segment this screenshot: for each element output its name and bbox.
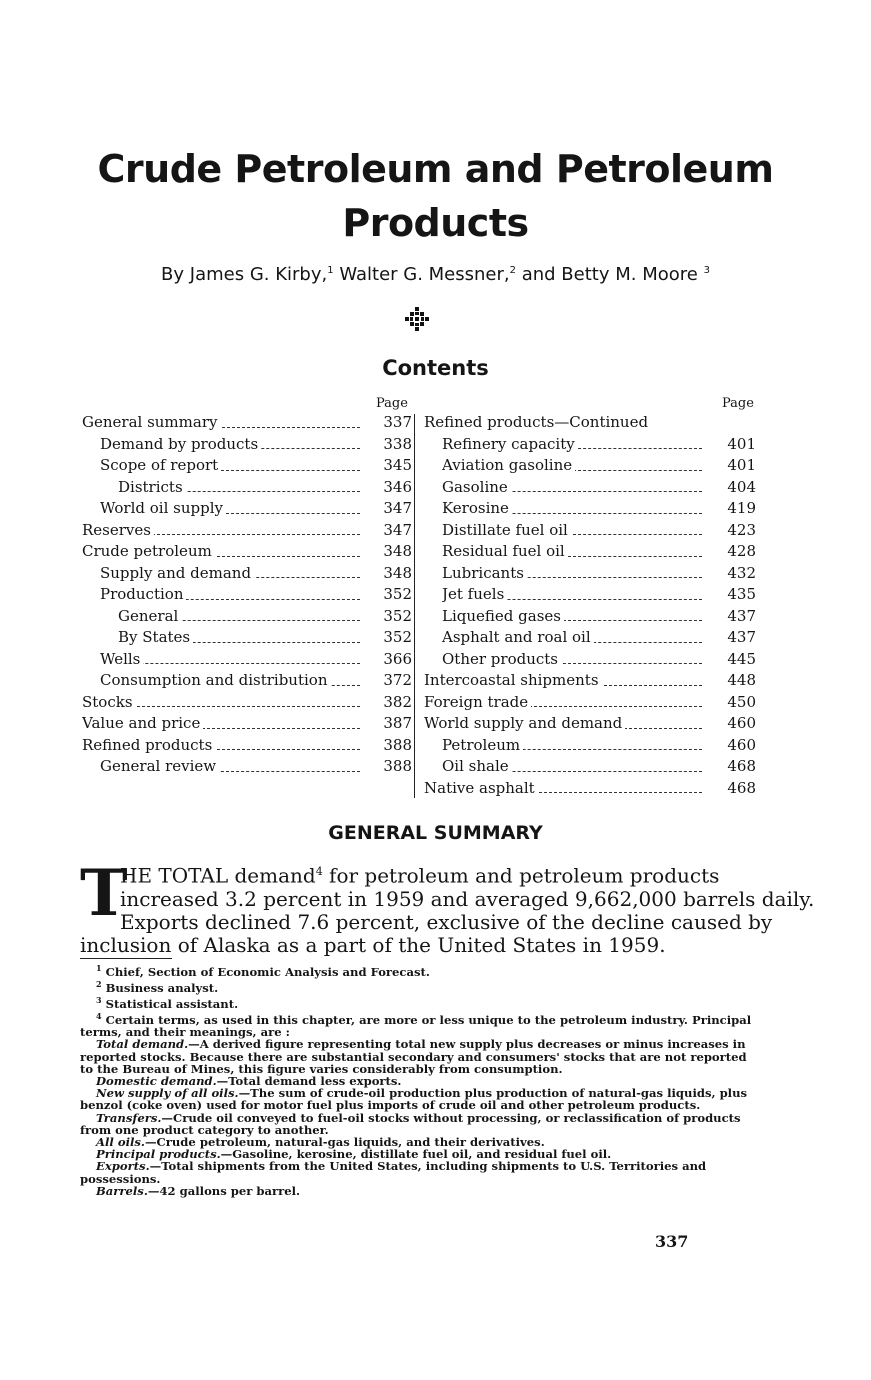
footnote-text: —A derived figure representing total new supply plus decreases or minus increases in reported stocks. Because there are substantial secondary and consumers' stocks that are not reported to the Bureau of Mines, this figure varies considerably from consumption. (80, 1037, 747, 1076)
toc-entry (424, 520, 760, 542)
ornament-icon (405, 307, 429, 331)
footnote-text: —Total demand less exports. (216, 1074, 402, 1089)
byline-prefix: By (161, 264, 190, 285)
toc-entry-text: Asphalt and roal oil (442, 628, 594, 646)
toc-entry-label (118, 477, 360, 499)
toc-entry-text: World supply and demand (424, 714, 625, 732)
footnote-text: —The sum of crude-oil production plus production of natural-gas liquids, plus benzol (coke oven) used for motor fuel plus imports of crude oil and other petroleum products. (80, 1086, 748, 1113)
toc-entry-page: 352 (383, 585, 412, 603)
toc-entry-label (442, 627, 702, 649)
footnote-text: —Crude oil conveyed to fuel-oil stocks without processing, or reclassification of products from one product category to another. (80, 1110, 741, 1137)
body-line-3: Exports declined 7.6 percent, exclusive of the decline caused by (120, 909, 773, 934)
toc-entry (82, 606, 412, 628)
toc-entry (82, 735, 412, 757)
toc-entry-page: 382 (383, 692, 412, 711)
footnote (80, 978, 756, 994)
toc-entry-text: Value and price (82, 714, 203, 732)
toc-entry-text: Consumption and distribution (100, 671, 330, 689)
toc-entry (82, 670, 412, 692)
footnote-term: New supply of all oils. (96, 1086, 239, 1101)
body-line-2: increased 3.2 percent in 1959 and averaged 9,662,000 barrels daily. (120, 886, 815, 911)
toc-entry-text: Kerosine (442, 499, 512, 517)
toc-entry-label (442, 584, 702, 606)
title-line-2: Products (342, 201, 529, 245)
toc-entry-label (424, 778, 702, 800)
toc-entry-page: 347 (383, 499, 412, 517)
toc-entry-page: 435 (727, 585, 756, 603)
footnote-text: —Gasoline, kerosine, distillate fuel oil, and residual fuel oil. (220, 1147, 612, 1162)
toc-entry-label (100, 434, 360, 456)
toc-entry (424, 692, 760, 714)
toc-entry (82, 563, 412, 585)
toc-entry-text: General review (100, 757, 219, 775)
page-column-label-right: Page (722, 396, 754, 411)
toc-entry-page: 404 (727, 477, 756, 496)
toc-entry-page: 352 (383, 628, 412, 646)
title-line-1: Crude Petroleum and Petroleum (97, 147, 774, 191)
toc-entry-page: 401 (727, 434, 756, 453)
toc-entry (424, 778, 760, 800)
toc-entry-label (442, 434, 702, 456)
toc-entry-page: 445 (727, 649, 756, 668)
toc-entry (82, 649, 412, 671)
toc-entry-page: 401 (727, 456, 756, 474)
toc-entry-page: 346 (383, 477, 412, 496)
toc-entry-page: 468 (727, 778, 756, 797)
toc-entry-text: Crude petroleum (82, 542, 215, 560)
toc-entry-label (442, 756, 702, 778)
toc-entry-page: 419 (727, 499, 756, 517)
toc-entry-label (82, 713, 360, 735)
toc-entry-text: General summary (82, 413, 220, 431)
toc-entry (82, 713, 412, 735)
footnote-ref-3: 3 (703, 265, 710, 276)
toc-entry-page: 432 (727, 563, 756, 582)
body-line-4: inclusion of Alaska as a part of the United States in 1959. (80, 932, 666, 957)
footnote (80, 1160, 756, 1184)
footnote-term: Barrels. (96, 1183, 148, 1198)
toc-entry-label (82, 412, 360, 434)
toc-entry-text: Supply and demand (100, 564, 254, 582)
toc-entry-text: Intercoastal shipments (424, 671, 602, 689)
toc-entry (82, 541, 412, 563)
footnote-number: 3 (96, 995, 102, 1006)
toc-entry (424, 735, 760, 757)
toc-entry-label (424, 713, 702, 735)
toc-entry-label (118, 606, 360, 628)
footnote-text: Chief, Section of Economic Analysis and Forecast. (105, 964, 430, 979)
toc-entry-text: Lubricants (442, 564, 527, 582)
toc-entry-text: Refinery capacity (442, 435, 578, 453)
toc-entry (82, 627, 412, 649)
footnote-term: Transfers. (96, 1110, 162, 1125)
toc-entry-page: 345 (383, 456, 412, 474)
toc-entry-text: Other products (442, 650, 561, 668)
toc-entry-label (424, 692, 702, 714)
footnote-term: Principal products. (96, 1147, 221, 1162)
toc-entry-label (100, 649, 360, 671)
toc-entry-label (100, 670, 360, 692)
toc-entry (424, 606, 760, 628)
drop-cap: T (80, 856, 128, 931)
byline (0, 264, 871, 285)
footnote-ref-4: 4 (315, 865, 323, 878)
toc-entry-text: Liquefied gases (442, 607, 564, 625)
toc-entry-page: 388 (383, 735, 412, 754)
body-paragraph (80, 856, 815, 957)
toc-entry (82, 584, 412, 606)
toc-entry-page: 460 (727, 735, 756, 754)
toc-entry-page: 338 (383, 434, 412, 453)
toc-entry-text: Refined products (82, 736, 215, 754)
toc-entry-page: 348 (383, 542, 412, 560)
toc-entry-label (82, 520, 360, 542)
footnote (80, 1010, 756, 1038)
footnote (80, 1112, 756, 1136)
toc-entry (424, 563, 760, 585)
toc-entry-text: Petroleum (442, 736, 523, 754)
toc-entry-label (100, 455, 360, 477)
toc-entry-label (442, 498, 702, 520)
toc-entry (424, 455, 760, 477)
footnote-ref-2: 2 (509, 265, 516, 276)
footnote (80, 1087, 756, 1111)
toc-entry (82, 412, 412, 434)
page-column-label-left: Page (376, 396, 408, 411)
toc-left-column (82, 412, 412, 778)
toc-entry-text: Refined products—Continued (424, 413, 651, 431)
footnote-text: —Crude petroleum, natural-gas liquids, and their derivatives. (144, 1135, 545, 1150)
toc-entry-text: General (118, 607, 181, 625)
toc-entry (424, 756, 760, 778)
toc-entry-text: Residual fuel oil (442, 542, 568, 560)
toc-entry-label (424, 670, 702, 692)
toc-entry-label (442, 649, 702, 671)
footnote (80, 994, 756, 1010)
toc-entry (424, 412, 760, 434)
toc-entry-label (442, 606, 702, 628)
toc-entry (424, 584, 760, 606)
toc-entry-label (100, 584, 360, 606)
toc-entry (424, 541, 760, 563)
toc-entry-label (82, 735, 360, 757)
toc-entry-text: Scope of report (100, 456, 221, 474)
toc-entry-text: Oil shale (442, 757, 512, 775)
author-3: and Betty M. Moore (516, 264, 698, 285)
footnote-text: —Total shipments from the United States, including shipments to U.S. Territories and possessions. (80, 1159, 707, 1186)
toc-entry (82, 434, 412, 456)
footnote-term: Domestic demand. (96, 1074, 217, 1089)
toc-entry-text: Stocks (82, 693, 136, 711)
toc-entry (424, 498, 760, 520)
toc-entry-page: 448 (727, 671, 756, 689)
toc-entry (82, 756, 412, 778)
footnote (80, 1038, 756, 1075)
footnote-term: Exports. (96, 1159, 150, 1174)
footnote-number: 2 (96, 979, 102, 990)
toc-entry-label (100, 756, 360, 778)
toc-entry-page: 423 (727, 520, 756, 539)
chapter-title (0, 142, 871, 250)
toc-entry-page: 437 (727, 606, 756, 625)
toc-entry-text: Native asphalt (424, 779, 538, 797)
toc-entry-text: Foreign trade (424, 693, 531, 711)
toc-entry-label (82, 692, 360, 714)
toc-entry (82, 477, 412, 499)
toc-entry (424, 649, 760, 671)
footnote-number: 4 (96, 1011, 102, 1022)
toc-entry-label (442, 477, 702, 499)
toc-entry (424, 434, 760, 456)
footnote-text: —42 gallons per barrel. (147, 1183, 301, 1198)
toc-entry-text: Reserves (82, 521, 154, 539)
toc-entry-label (442, 735, 702, 757)
toc-entry-page: 437 (727, 628, 756, 646)
toc-entry-page: 337 (383, 413, 412, 431)
toc-entry-page: 352 (383, 606, 412, 625)
toc-entry-text: Demand by products (100, 435, 261, 453)
toc-entry-text: By States (118, 628, 193, 646)
toc-entry-text: Distillate fuel oil (442, 521, 571, 539)
toc-entry-label (442, 455, 702, 477)
toc-entry-label (442, 520, 702, 542)
toc-entry-page: 428 (727, 542, 756, 560)
toc-divider (414, 414, 415, 798)
footnote (80, 1185, 756, 1197)
toc-entry-text: Gasoline (442, 478, 511, 496)
toc-entry-text: Wells (100, 650, 143, 668)
toc-entry-label (118, 627, 360, 649)
toc-entry (424, 627, 760, 649)
toc-entry-page: 450 (727, 692, 756, 711)
toc-right-column (424, 412, 760, 799)
author-2: Walter G. Messner, (333, 264, 510, 285)
body-line-1-rest: for petroleum and petroleum products (322, 863, 720, 888)
page-number: 337 (655, 1232, 689, 1251)
footnote-text: Business analyst. (105, 980, 219, 995)
footnote-rule (80, 958, 172, 959)
footnote-ref-1: 1 (327, 265, 334, 276)
footnote-number: 1 (96, 963, 102, 973)
toc-entry-label (424, 412, 702, 434)
footnotes (80, 962, 756, 1197)
body-line-1-text: HE TOTAL demand (120, 863, 316, 888)
toc-entry-text: Jet fuels (442, 585, 507, 603)
toc-entry (82, 455, 412, 477)
body-line-1 (80, 860, 756, 888)
toc-entry-page: 348 (383, 563, 412, 582)
footnote-term: All oils. (96, 1135, 145, 1150)
toc-entry-label (100, 563, 360, 585)
toc-entry-page: 347 (383, 520, 412, 539)
toc-entry-text: Districts (118, 478, 186, 496)
toc-entry-page: 387 (383, 714, 412, 732)
toc-entry-label (442, 563, 702, 585)
toc-entry (424, 670, 760, 692)
contents-heading: Contents (382, 356, 489, 380)
toc-entry-page: 372 (383, 671, 412, 689)
toc-entry-page: 388 (383, 757, 412, 775)
footnote-text: Certain terms, as used in this chapter, are more or less unique to the petroleum industry. Principal terms, and their meanings, are : (80, 1013, 752, 1040)
toc-entry-text: World oil supply (100, 499, 226, 517)
toc-entry (82, 520, 412, 542)
toc-entry-page: 366 (383, 649, 412, 668)
toc-entry-label (442, 541, 702, 563)
toc-entry (424, 477, 760, 499)
toc-entry-page: 460 (727, 714, 756, 732)
footnote-term: Total demand. (96, 1037, 189, 1052)
toc-entry (424, 713, 760, 735)
toc-entry (82, 498, 412, 520)
toc-entry-text: Production (100, 585, 186, 603)
toc-entry (82, 692, 412, 714)
section-heading: GENERAL SUMMARY (328, 822, 543, 844)
toc-entry-page: 468 (727, 757, 756, 775)
toc-entry-label (82, 541, 360, 563)
footnote (80, 962, 756, 978)
toc-entry-text: Aviation gasoline (442, 456, 575, 474)
footnote-text: Statistical assistant. (105, 996, 239, 1011)
toc-entry-label (100, 498, 360, 520)
author-1: James G. Kirby, (189, 264, 328, 285)
